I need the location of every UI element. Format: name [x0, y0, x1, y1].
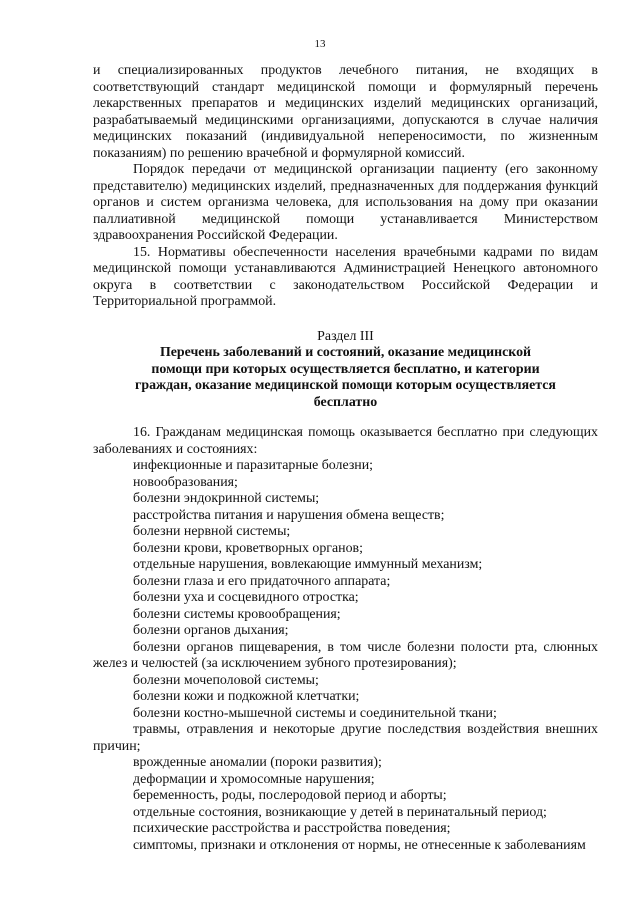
list-item: болезни органов дыхания; [133, 623, 289, 638]
paragraph-item-15: 15. Нормативы обеспеченности населения врачебными кадрами по видам медицинской помощи устанавливаются Администрацией Ненецкого автономного округа в соответствии с законодательством Российской Федерации и Территориальной программой. [93, 244, 598, 309]
list-item: травмы, отравления и некоторые другие последствия воздействия внешних причин; [93, 722, 598, 754]
list-item: беременность, роды, послеродовой период и аборты; [133, 788, 447, 803]
list-item: болезни органов пищеварения, в том числе болезни полости рта, слюнных желез и челюстей (за исключением зубного протезирования); [93, 639, 598, 671]
list-item: болезни крови, кроветворных органов; [133, 540, 363, 556]
paragraph-transfer-procedure: Порядок передачи от медицинской организации пациенту (его законному представителю) медицинских изделий, предназначенных для поддержания функций органов и систем организма человека, для использования на дому при оказании паллиативной медицинской помощи устанавливается Министерством здравоохранения Российской Федерации. [93, 162, 598, 243]
list-item: деформации и хромосомные нарушения; [133, 771, 375, 787]
list-item: расстройства питания и нарушения обмена веществ; [133, 507, 445, 523]
list-item: болезни глаза и его придаточного аппарата; [133, 573, 391, 589]
list-item: симптомы, признаки и отклонения от нормы, не отнесенные к заболеваниям [133, 837, 586, 853]
document-body [93, 63, 598, 854]
page-number: 13 [314, 38, 326, 50]
section-title: Перечень заболеваний и состояний, оказание медицинской помощи при которых осуществляется бесплатно, и категории граждан, оказание медицинской помощи которым осуществляется бесплатно [135, 345, 556, 410]
paragraph-continuation: и специализированных продуктов лечебного питания, не входящих в соответствующий стандарт медицинской помощи и формулярный перечень лекарственных препаратов и медицинских изделий медицинских организаций, разрабатываемый медицинскими организациями, допускаются в случае наличия медицинских показаний (индивидуальной непереносимости, по жизненным показаниям) по решению врачебной и формулярной комиссий. [93, 63, 598, 161]
list-item: болезни кожи и подкожной клетчатки; [133, 689, 360, 704]
list-item: болезни уха и сосцевидного отростка; [133, 590, 359, 605]
list-item: болезни костно-мышечной системы и соединительной ткани; [133, 705, 497, 721]
list-item: новообразования; [133, 474, 238, 490]
list-item: врожденные аномалии (пороки развития); [133, 755, 382, 770]
list-item: инфекционные и паразитарные болезни; [133, 458, 374, 473]
list-item: болезни нервной системы; [133, 524, 291, 539]
list-item: отдельные состояния, возникающие у детей в перинатальный период; [133, 804, 547, 820]
list-item: болезни мочеполовой системы; [133, 672, 319, 688]
list-item: болезни системы кровообращения; [133, 606, 341, 622]
list-item: психические расстройства и расстройства поведения; [133, 821, 451, 836]
section-label: Раздел III [317, 328, 374, 344]
list-item: отдельные нарушения, вовлекающие иммунный механизм; [133, 557, 483, 572]
list-item: болезни эндокринной системы; [133, 491, 320, 506]
paragraph-item-16: 16. Гражданам медицинская помощь оказывается бесплатно при следующих заболеваниях и состояниях: [93, 425, 598, 457]
